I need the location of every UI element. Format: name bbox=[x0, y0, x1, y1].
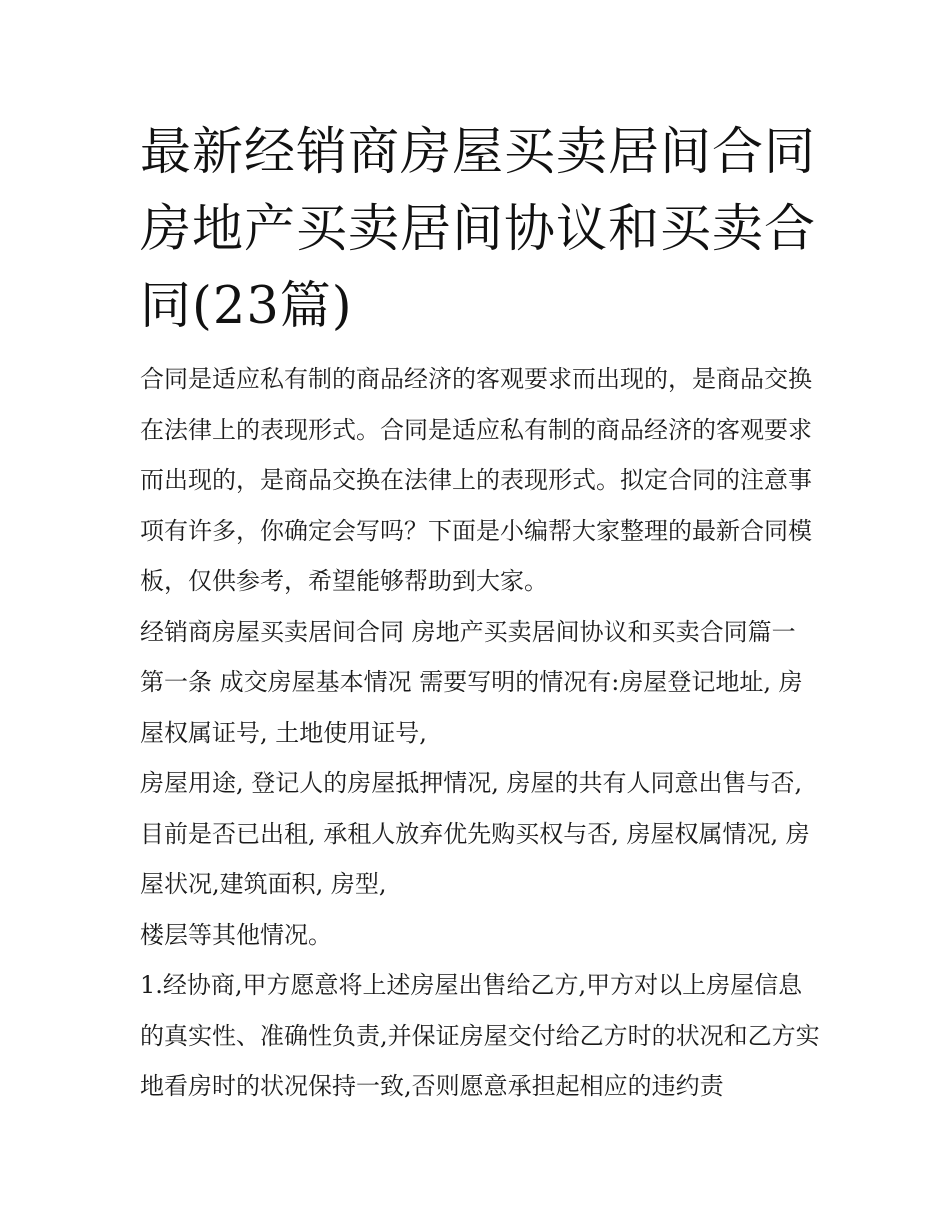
document-body bbox=[140, 354, 820, 1112]
document-title: 最新经销商房屋买卖居间合同房地产买卖居间协议和买卖合同(23篇) bbox=[140, 123, 817, 336]
article-one-paragraph: 经销商房屋买卖居间合同 房地产买卖居间协议和买卖合同篇一 第一条 成交房屋基本情况 需要写明的情况有:房屋登记地址, 房屋权属证号, 土地使用证号, bbox=[140, 617, 803, 747]
floor-paragraph: 楼层等其他情况。 bbox=[140, 920, 332, 949]
intro-paragraph: 合同是适应私有制的商品经济的客观要求而出现的，是商品交换在法律上的表现形式。合同是适应私有制的商品经济的客观要求而出现的，是商品交换在法律上的表现形式。拟定合同的注意事项有许多，你确定会写吗？下面是小编帮大家整理的最新合同模板，仅供参考，希望能够帮助到大家。 bbox=[140, 365, 812, 595]
clause-one-paragraph: 1.经协商,甲方愿意将上述房屋出售给乙方,甲方对以上房屋信息的真实性、准确性负责,并保证房屋交付给乙方时的状况和乙方实地看房时的状况保持一致,否则愿意承担起相应的违约责 bbox=[140, 971, 820, 1100]
property-details-paragraph: 房屋用途, 登记人的房屋抵押情况, 房屋的共有人同意出售与否, 目前是否已出租, 承租人放弃优先购买权与否, 房屋权属情况, 房屋状况,建筑面积, 房型, bbox=[140, 769, 810, 898]
